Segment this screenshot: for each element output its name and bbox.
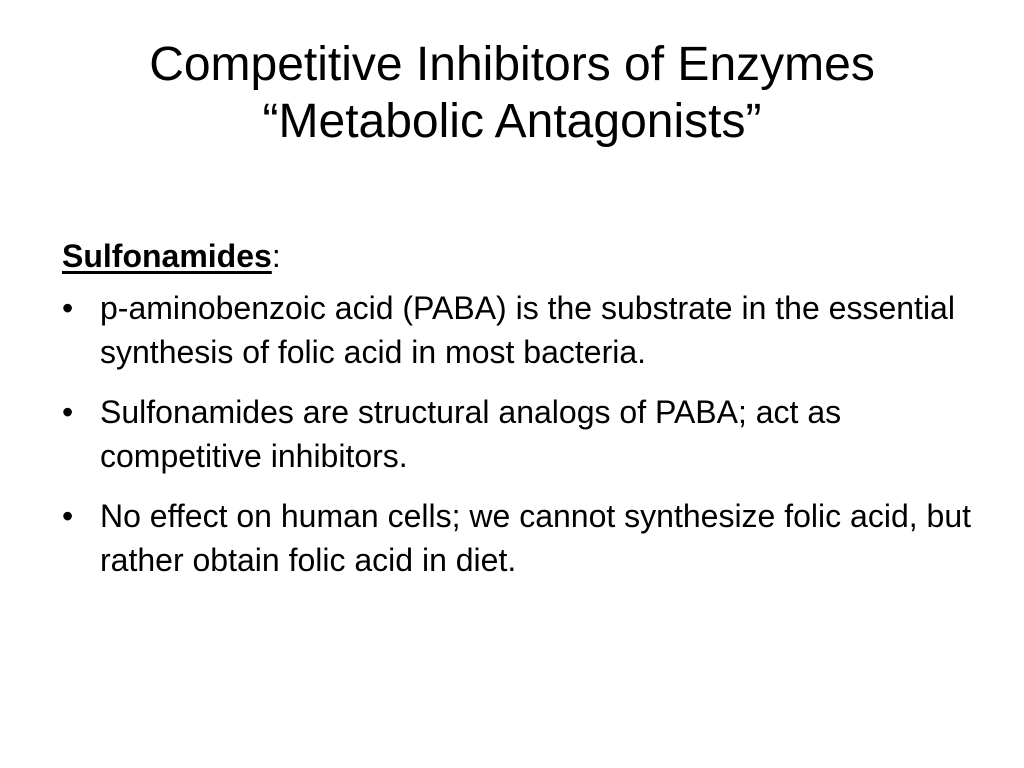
bullet-text: No effect on human cells; we cannot synthesize folic acid, but rather obtain folic acid in diet. bbox=[100, 498, 971, 578]
section-heading-colon: : bbox=[271, 238, 281, 274]
section-heading-text: Sulfonamides bbox=[62, 238, 272, 274]
section-heading bbox=[62, 230, 992, 282]
slide-title bbox=[40, 36, 984, 150]
title-line-2: “Metabolic Antagonists” bbox=[262, 95, 762, 148]
bullet-item bbox=[62, 390, 992, 478]
bullet-item bbox=[62, 286, 992, 374]
bullet-item bbox=[62, 494, 992, 582]
bullet-list bbox=[62, 286, 992, 582]
title-line-1: Competitive Inhibitors of Enzymes bbox=[149, 38, 875, 91]
bullet-icon: • bbox=[62, 498, 74, 534]
slide-body bbox=[62, 230, 992, 598]
bullet-icon: • bbox=[62, 394, 74, 430]
bullet-text: Sulfonamides are structural analogs of PABA; act as competitive inhibitors. bbox=[100, 394, 842, 474]
bullet-text: p-aminobenzoic acid (PABA) is the substrate in the essential synthesis of folic acid in most bacteria. bbox=[100, 290, 955, 370]
bullet-icon: • bbox=[62, 290, 74, 326]
